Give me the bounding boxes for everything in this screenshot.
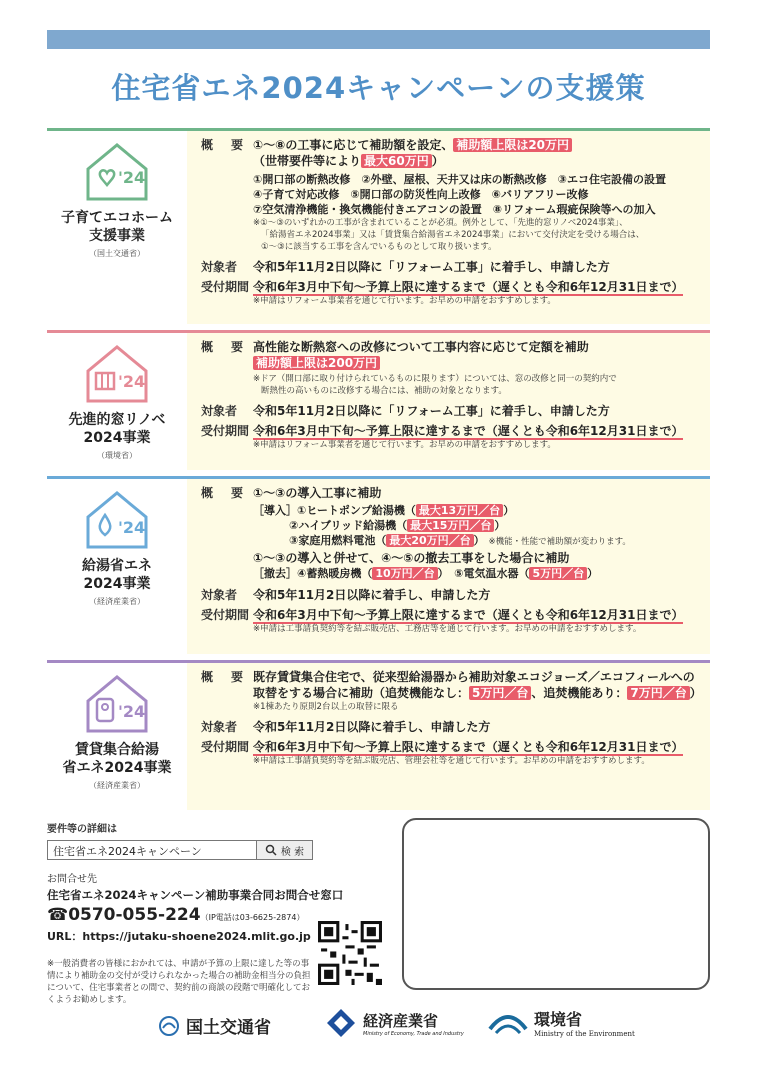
period-note: ※申請はリフォーム事業者を通じて行います。お早めの申請をおすすめします。	[253, 440, 556, 450]
period-note: ※申請はリフォーム事業者を通じて行います。お早めの申請をおすすめします。	[253, 296, 556, 306]
search-button[interactable]: 検 索	[257, 840, 313, 860]
target-label: 対象者	[201, 260, 238, 274]
target-text: 令和5年11月2日以降に「リフォーム工事」に着手し、申請した方	[253, 260, 610, 274]
list-item: ［導入］①ヒートポンプ給湯機（ 最大13万円／台 ）	[253, 504, 515, 517]
period-label: 受付期間	[201, 280, 250, 294]
notice-text: ※一般消費者の皆様におかれては、申請が予算の上限に達した等の事情により補助金の交付が受けられなかった場合の補助金相当分の負担について、住宅事業者との間で、契約前の商談の段階で明確化しておくようお勧めします。	[47, 959, 311, 1005]
phone-icon: ☎	[47, 905, 69, 925]
website-url[interactable]: URL：https://jutaku-shoene2024.mlit.go.jp	[47, 930, 311, 943]
phone-number: ☎0570-055-224（IP電話は03-6625-2874）	[47, 905, 305, 925]
mlit-logo: 国土交通省	[158, 1013, 271, 1038]
period-text: 令和6年3月中下旬〜予算上限に達するまで（遅くとも令和6年12月31日まで）	[253, 424, 684, 438]
section-kosodate	[47, 128, 710, 324]
target-label: 対象者	[201, 404, 238, 418]
program-name: 給湯省エネ 2024事業	[82, 558, 152, 592]
ministry-label: （経済産業省）	[89, 781, 145, 790]
period-label: 受付期間	[201, 424, 250, 438]
ministry-logos	[0, 1005, 763, 1055]
ministry-label: （経済産業省）	[89, 597, 145, 606]
target-text: 令和5年11月2日以降に着手し、申請した方	[253, 588, 491, 602]
list-item: ②ハイブリッド給湯機（ 最大15万円／台 ）	[289, 519, 506, 532]
env-emblem-icon	[488, 1009, 528, 1037]
period-text: 令和6年3月中下旬〜予算上限に達するまで（遅くとも令和6年12月31日まで）	[253, 608, 684, 622]
mlit-emblem-icon	[158, 1015, 180, 1037]
period-note: ※申請は工事請負契約等を結ぶ販売店、管理会社等を通じて行います。お早めの申請をおすすめします。	[253, 756, 650, 766]
house-water-drop-icon	[82, 487, 152, 553]
qr-code-icon	[318, 921, 382, 985]
overview-label: 概 要	[201, 670, 247, 684]
note: 断熱性の高いものに改修する場合には、補助の対象となります。	[261, 386, 507, 396]
note: ※①〜③のいずれかの工事が含まれていることが必須。例外として、「先進的窓リノベ2024事業」、	[253, 218, 628, 228]
period-label: 受付期間	[201, 608, 250, 622]
period-note: ※申請は工事請負契約等を結ぶ販売店、工務店等を通じて行います。お早めの申請をおすすめします。	[253, 624, 642, 634]
contact-label: お問合せ先	[47, 874, 97, 885]
section-kyuto	[47, 476, 710, 654]
house-window-icon	[82, 341, 152, 407]
search-icon	[265, 844, 277, 856]
period-label: 受付期間	[201, 740, 250, 754]
list-item: ④子育て対応改修 ⑤開口部の防災性向上改修 ⑥バリアフリー改修	[253, 188, 589, 201]
section-mado	[47, 330, 710, 470]
note: ①〜③に該当する工事を含んでいるものとして取り扱います。	[261, 242, 497, 252]
list-item: ［撤去］④蓄熱暖房機（ 10万円／台 ） ⑤電気温水器（ 5万円／台 ）	[253, 567, 599, 580]
overview-text: ①〜⑧の工事に応じて補助額を設定、 補助額上限は20万円 （世帯要件等により 最大60万円 ）	[253, 137, 702, 169]
note: ※ドア（開口部に取り付けられているものに限ります）については、窓の改修と同一の契約内で	[253, 374, 617, 384]
meti-logo: 経済産業省 Ministry of Economy, Trade and Industry	[325, 1007, 464, 1039]
stamp-box	[402, 818, 710, 990]
period-text: 令和6年3月中下旬〜予算上限に達するまで（遅くとも令和6年12月31日まで）	[253, 280, 684, 294]
details-label: 要件等の詳細は	[47, 824, 117, 835]
program-name: 子育てエコホーム 支援事業	[61, 210, 173, 244]
target-label: 対象者	[201, 720, 238, 734]
overview-text: 高性能な断熱窓への改修について工事内容に応じて定額を補助 補助額上限は200万円	[253, 340, 589, 370]
env-logo: 環境省 Ministry of the Environment	[488, 1007, 635, 1038]
house-heart-icon	[82, 139, 152, 205]
year-label: '24	[118, 518, 146, 537]
overview-text: ①〜③の導入工事に補助	[253, 486, 382, 500]
contact-name: 住宅省エネ2024キャンペーン補助事業合同お問合せ窓口	[47, 888, 344, 902]
program-name: 先進的窓リノベ 2024事業	[68, 412, 166, 446]
list-item: ⑦空気清浄機能・換気機能付きエアコンの設置 ⑧リフォーム瑕疵保険等への加入	[253, 203, 656, 216]
meti-emblem-icon	[325, 1007, 357, 1039]
overview-text-2: ①〜③の導入と併せて、④〜⑤の撤去工事をした場合に補助	[253, 551, 570, 565]
overview-text: 既存賃貸集合住宅で、従来型給湯器から補助対象エコジョーズ／エコフィールへの 取替をする場合に補助（追焚機能なし： 5万円／台 、追焚機能あり： 7万円／台 ）	[253, 670, 702, 700]
list-item: ③家庭用燃料電池（ 最大20万円／台 ） ※機能・性能で補助額が変わります。	[289, 534, 631, 547]
note: 「給湯省エネ2024事業」又は「賃貸集合給湯省エネ2024事業」において交付決定を受ける場合は、	[261, 230, 645, 240]
program-name: 賃貸集合給湯 省エネ2024事業	[62, 742, 172, 776]
overview-label: 概 要	[201, 486, 247, 500]
target-text: 令和5年11月2日以降に着手し、申請した方	[253, 720, 491, 734]
ministry-label: （国土交通省）	[89, 249, 145, 258]
note: ※1棟あたり原則2台以上の取替に限る	[253, 702, 399, 712]
top-color-bar	[47, 30, 710, 49]
ministry-label: （環境省）	[97, 451, 137, 460]
section-chintai	[47, 660, 710, 810]
period-text: 令和6年3月中下旬〜予算上限に達するまで（遅くとも令和6年12月31日まで）	[253, 740, 684, 754]
year-label: '24	[118, 702, 146, 721]
target-label: 対象者	[201, 588, 238, 602]
overview-label: 概 要	[201, 340, 247, 354]
search-bar	[47, 840, 387, 860]
search-input[interactable]: 住宅省エネ2024キャンペーン	[47, 840, 257, 860]
year-label: '24	[118, 168, 146, 187]
list-item: ①開口部の断熱改修 ②外壁、屋根、天井又は床の断熱改修 ③エコ住宅設備の設置	[253, 173, 666, 186]
overview-label: 概 要	[201, 138, 247, 152]
page-title: 住宅省エネ2024キャンペーンの支援策	[111, 71, 646, 105]
year-label: '24	[118, 372, 146, 391]
target-text: 令和5年11月2日以降に「リフォーム工事」に着手し、申請した方	[253, 404, 610, 418]
house-water-heater-icon	[82, 671, 152, 737]
